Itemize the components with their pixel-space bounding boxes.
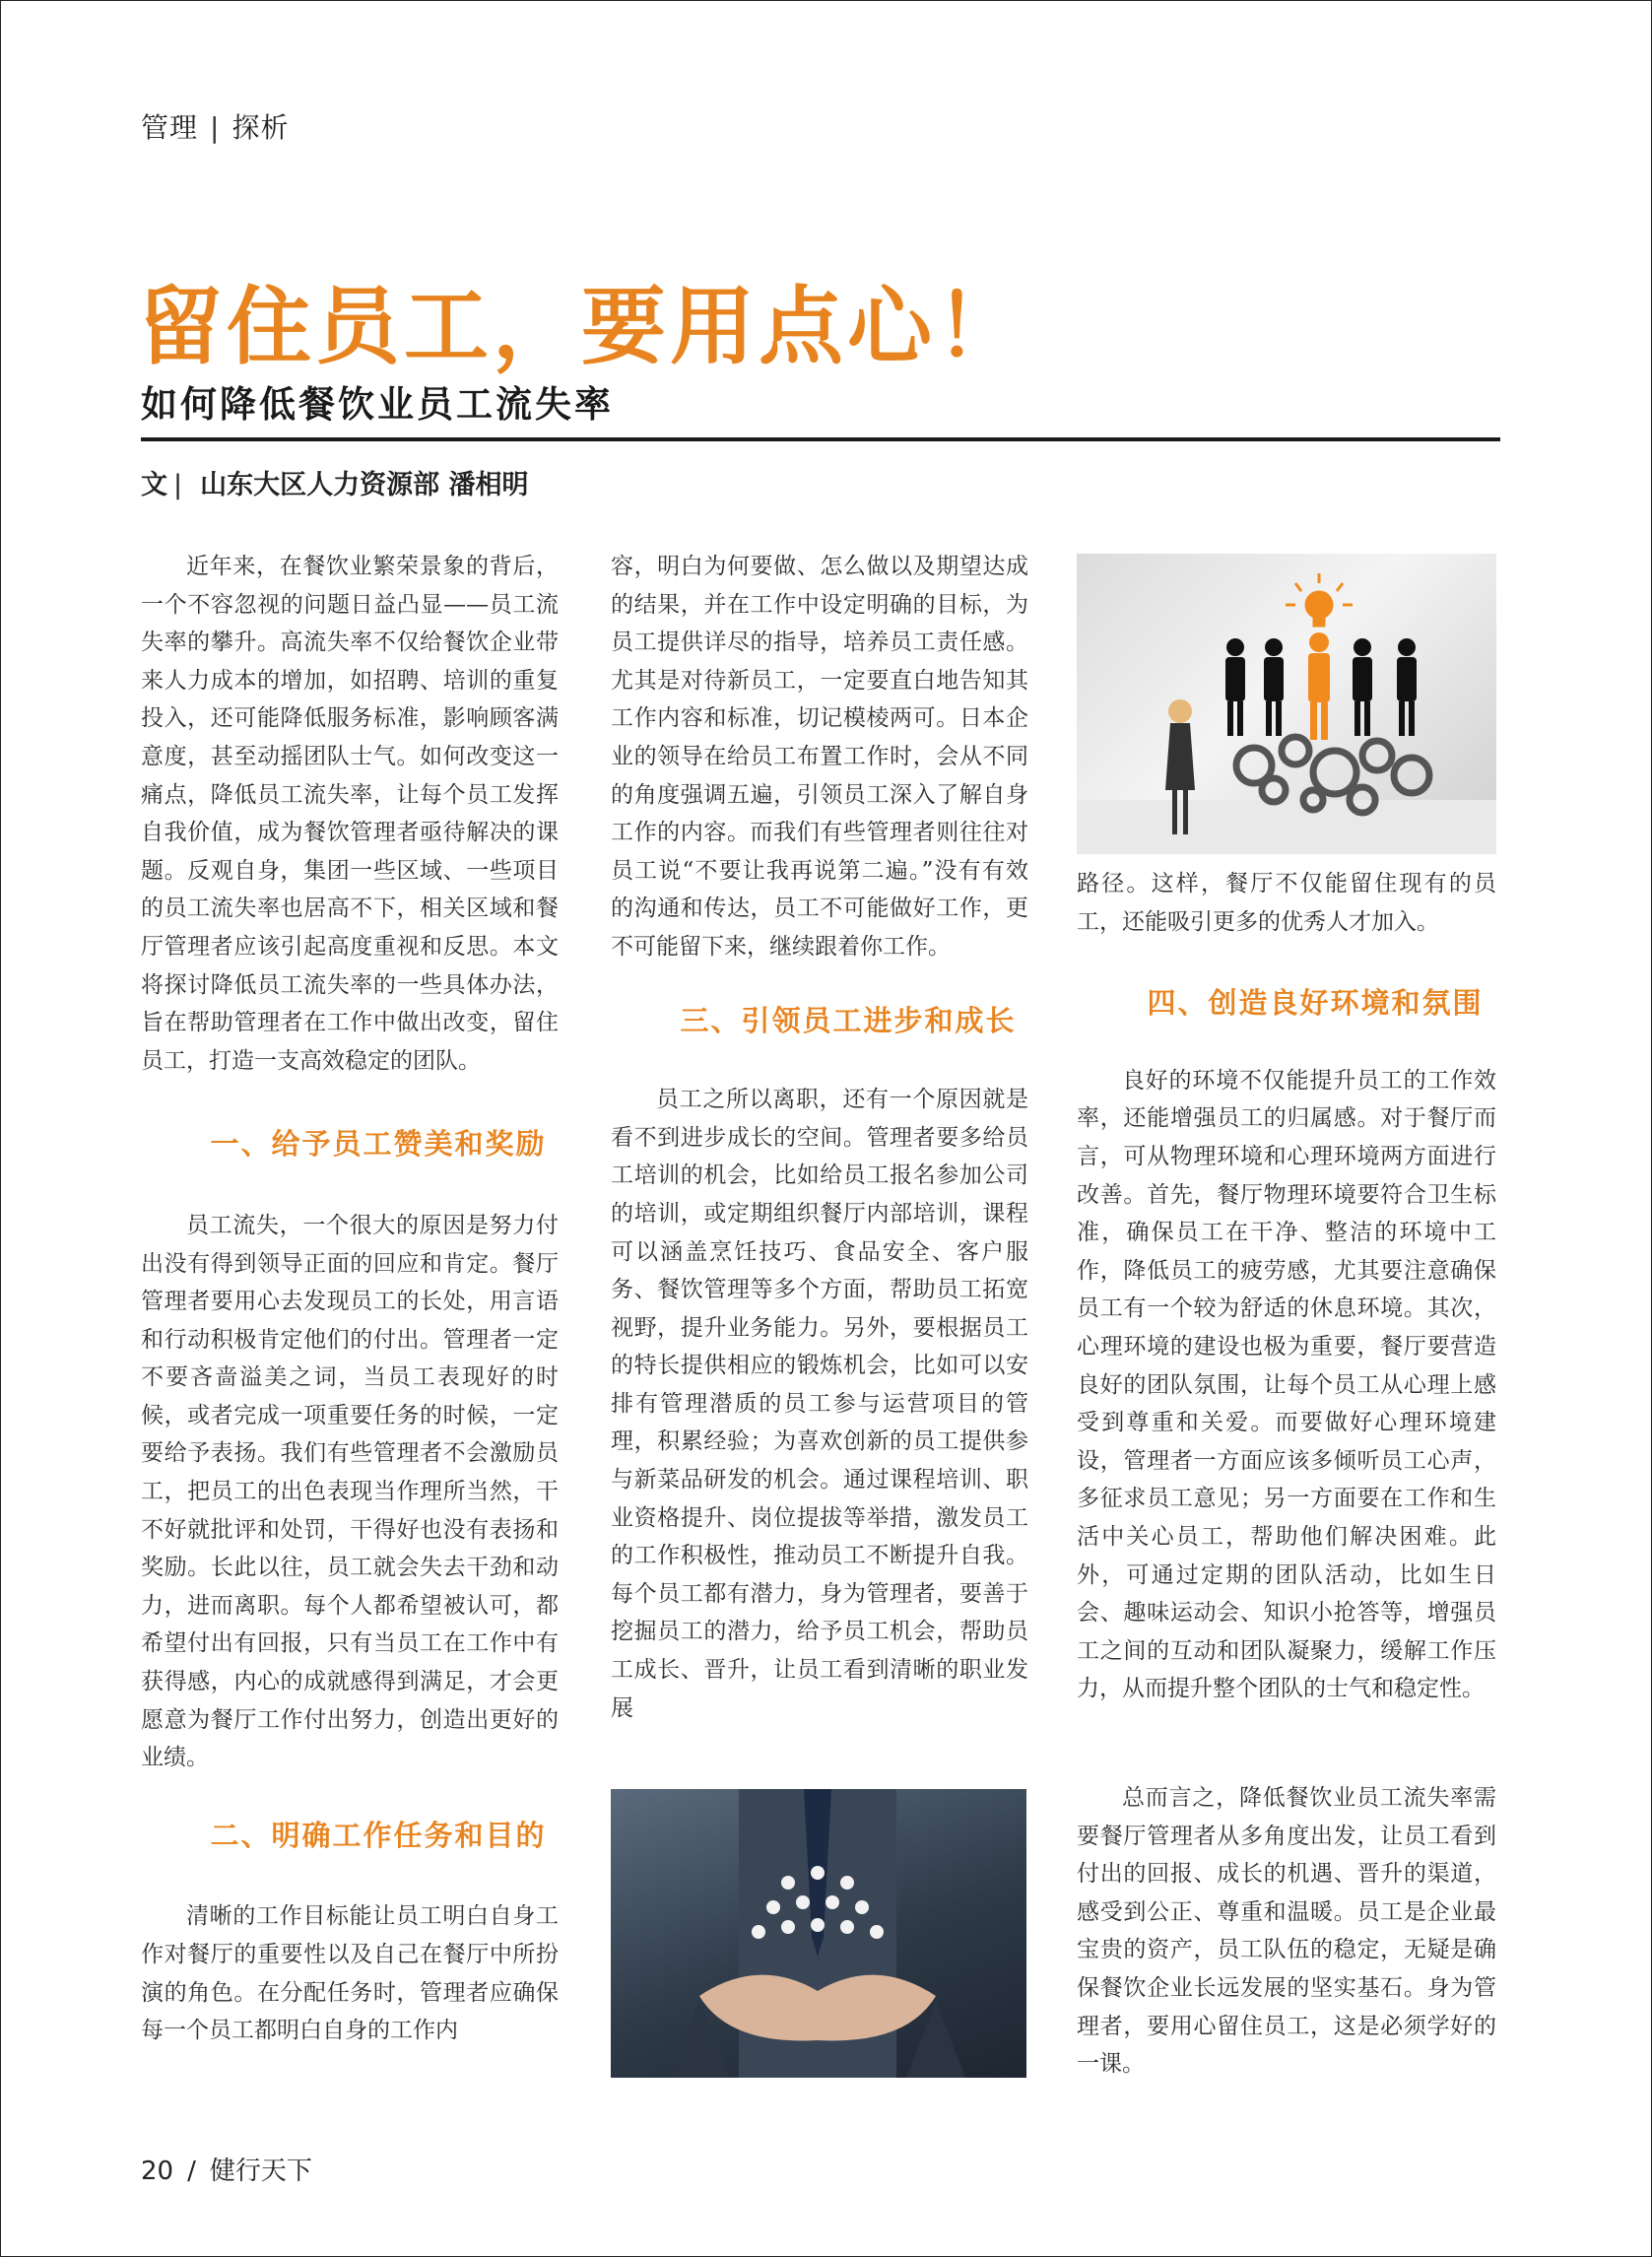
section-label: 管理 (141, 111, 199, 144)
byline-author: 山东大区人力资源部 潘相明 (200, 470, 529, 500)
heading-goals: 二、明确工作任务和目的 (210, 1818, 547, 1852)
heading-environment: 四、创造良好环境和氛围 (1147, 986, 1484, 1021)
column-3 (1077, 865, 1496, 1708)
paragraph-goals: 清晰的工作目标能让员工明白自身工作对餐厅的重要性以及自己在餐厅中所扮演的角色。在分配任务时，管理者应确保每一个员工都明白自身的工作内 (141, 1903, 559, 2044)
column-3-conclusion (1077, 1779, 1496, 2084)
byline-prefix: 文 (141, 470, 167, 500)
byline: 文 | 山东大区人力资源部 潘相明 (141, 470, 529, 500)
column-2 (611, 548, 1028, 1727)
page-footer: 20 / 健行天下 (141, 2157, 312, 2186)
paragraph-growth-continued: 路径。这样，餐厅不仅能留住现有的员工，还能吸引更多的优秀人才加入。 (1077, 871, 1496, 935)
section-separator: | (210, 111, 221, 144)
title-divider (141, 437, 1500, 441)
intro-paragraph: 近年来，在餐饮业繁荣景象的背后，一个不容忽视的问题日益凸显——员工流失率的攀升。高流失率不仅给餐饮企业带来人力成本的增加，如招聘、培训的重复投入，还可能降低服务标准，影响顾客满意度，甚至动摇团队士气。如何改变这一痛点，降低员工流失率，让每个员工发挥自我价值，成为餐饮管理者亟待解决的课题。反观自身，集团一些区域、一些项目的员工流失率也居高不下，相关区域和餐厅管理者应该引起高度重视和反思。本文将探讨降低员工流失率的一些具体办法，旨在帮助管理者在工作中做出改变，留住员工，打造一支高效稳定的团队。 (141, 554, 559, 1074)
page-number: 20 (141, 2157, 174, 2186)
subsection-label: 探析 (231, 111, 290, 144)
hands-holding-people-image (611, 1789, 1026, 2078)
heading-growth: 三、引领员工进步和成长 (680, 1003, 1017, 1037)
article-subtitle: 如何降低餐饮业员工流失率 (141, 383, 614, 426)
paragraph-goals-continued: 容，明白为何要做、怎么做以及期望达成的结果，并在工作中设定明确的目标，为员工提供详尽的指导，培养员工责任感。尤其是对待新员工，一定要直白地告知其工作内容和标准，切记模棱两可。日本企业的领导在给员工布置工作时，会从不同的角度强调五遍，引领员工深入了解自身工作的内容。而我们有些管理者则往往对员工说“不要让我再说第二遍。”没有有效的沟通和传达，员工不可能做好工作，更不可能留下来，继续跟着你工作。 (611, 554, 1028, 960)
heading-praise: 一、给予员工赞美和奖励 (210, 1127, 547, 1162)
teamwork-gears-image (1077, 554, 1496, 854)
paragraph-growth: 员工之所以离职，还有一个原因就是看不到进步成长的空间。管理者要多给员工培训的机会，比如给员工报名参加公司的培训，或定期组织餐厅内部培训，课程可以涵盖烹饪技巧、食品安全、客户服务、餐饮管理等多个方面，帮助员工拓宽视野，提升业务能力。另外，要根据员工的特长提供相应的锻炼机会，比如可以安排有管理潜质的员工参与运营项目的管理，积累经验；为喜欢创新的员工提供参与新菜品研发的机会。通过课程培训、职业资格提升、岗位提拔等举措，激发员工的工作积极性，推动员工不断提升自我。每个员工都有潜力，身为管理者，要善于挖掘员工的潜力，给予员工机会，帮助员工成长、晋升，让员工看到清晰的职业发展 (611, 1087, 1028, 1721)
section-tag (141, 106, 289, 146)
article-title: 留住员工，要用点心！ (138, 277, 1024, 376)
column-1 (141, 548, 559, 2050)
magazine-name: 健行天下 (209, 2157, 312, 2186)
paragraph-environment: 良好的环境不仅能提升员工的工作效率，还能增强员工的归属感。对于餐厅而言，可从物理环境和心理环境两方面进行改善。首先，餐厅物理环境要符合卫生标准，确保员工在干净、整洁的环境中工作，降低员工的疲劳感，尤其要注意确保员工有一个较为舒适的休息环境。其次，心理环境的建设也极为重要，餐厅要营造良好的团队氛围，让每个员工从心理上感受到尊重和关爱。而要做好心理环境建设，管理者一方面应该多倾听员工心声，多征求员工意见；另一方面要在工作和生活中关心员工，帮助他们解决困难。此外，可通过定期的团队活动，比如生日会、趣味运动会、知识小抢答等，增强员工之间的互动和团队凝聚力，缓解工作压力，从而提升整个团队的士气和稳定性。 (1077, 1067, 1496, 1702)
paragraph-praise: 员工流失，一个很大的原因是努力付出没有得到领导正面的回应和肯定。餐厅管理者要用心去发现员工的长处，用言语和行动积极肯定他们的付出。管理者一定不要吝啬溢美之词，当员工表现好的时候，或者完成一项重要任务的时候，一定要给予表扬。我们有些管理者不会激励员工，把员工的出色表现当作理所当然，干不好就批评和处罚，干得好也没有表扬和奖励。长此以往，员工就会失去干劲和动力，进而离职。每个人都希望被认可，都希望付出有回报，只有当员工在工作中有获得感，内心的成就感得到满足，才会更愿意为餐厅工作付出努力，创造出更好的业绩。 (141, 1212, 559, 1771)
paragraph-conclusion: 总而言之，降低餐饮业员工流失率需要餐厅管理者从多角度出发，让员工看到付出的回报、成长的机遇、晋升的渠道，感受到公正、尊重和温暖。员工是企业最宝贵的资产，员工队伍的稳定，无疑是确保餐饮企业长远发展的坚实基石。身为管理者，要用心留住员工，这是必须学好的一课。 (1077, 1785, 1496, 2078)
